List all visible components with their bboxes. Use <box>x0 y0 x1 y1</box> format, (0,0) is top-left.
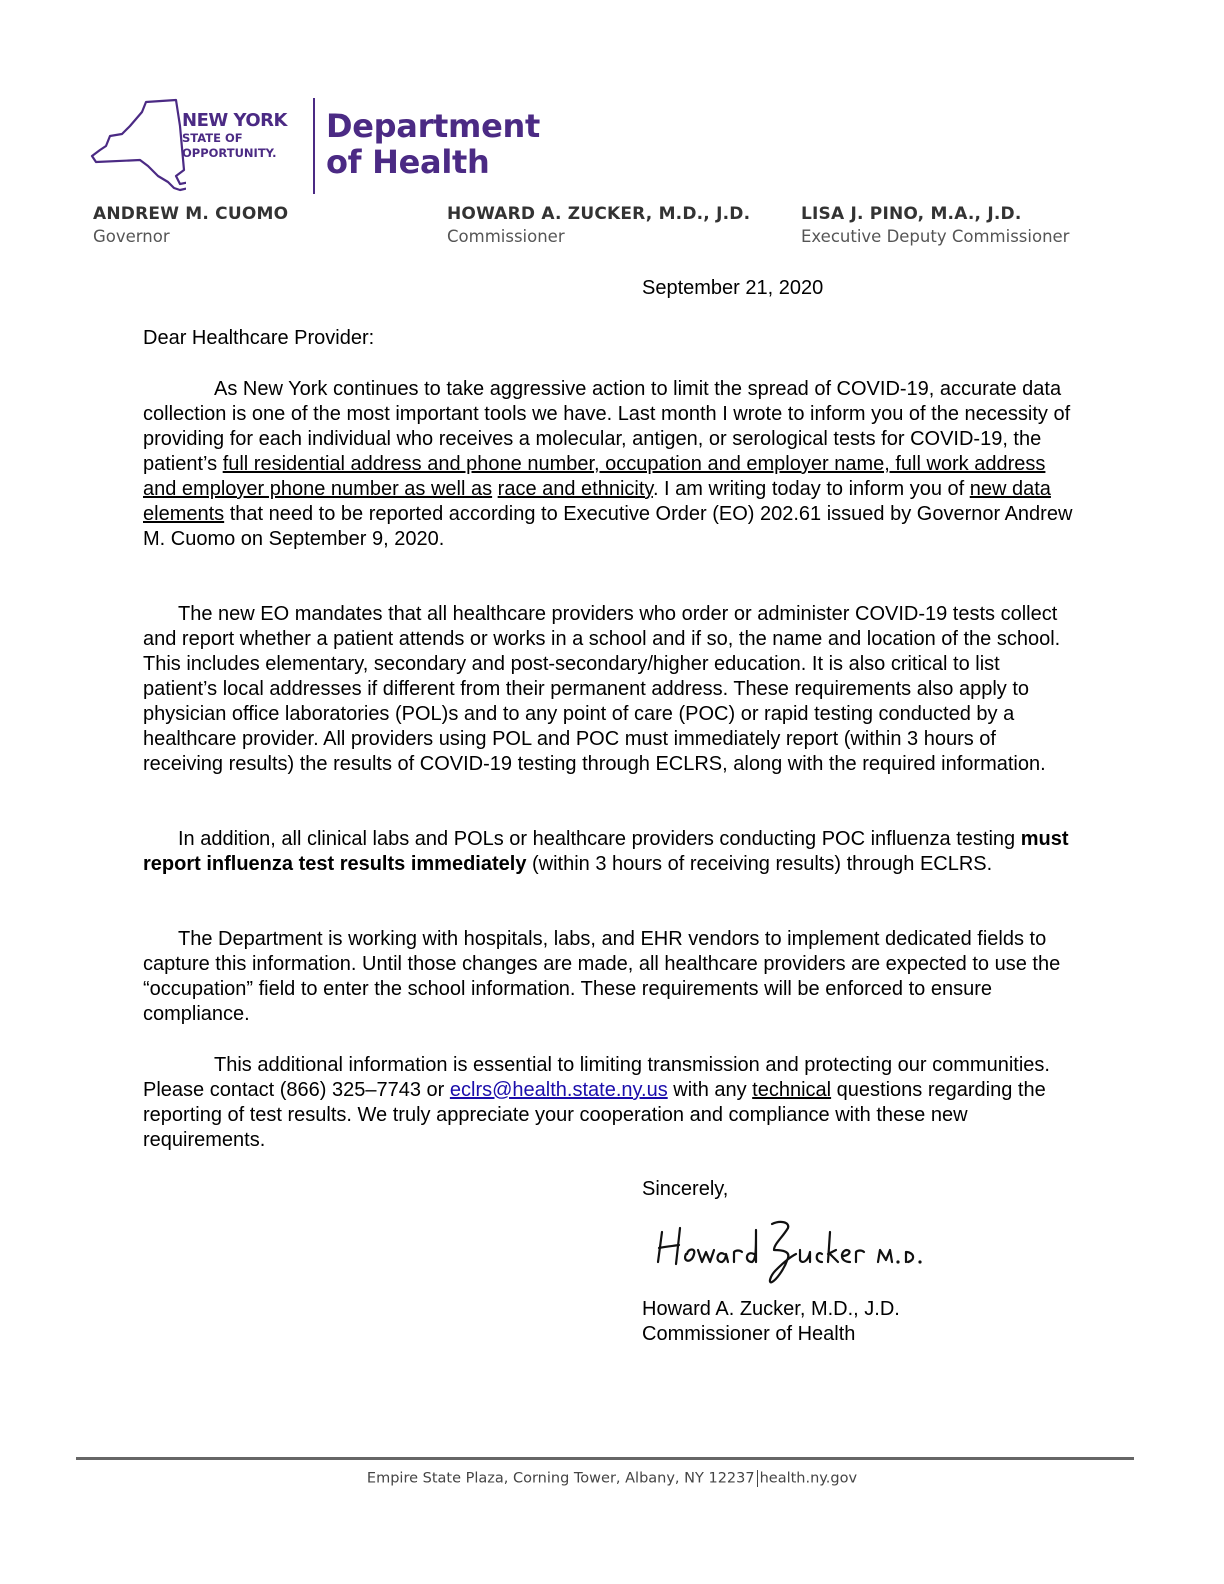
state-brand-line2: STATE OF <box>182 131 243 145</box>
p1-text-a: As New York continues to take aggressive action to limit the spread of COVID-19, accurate data collection is one of the most important tools we have. Last month I wrote to inform you of the necessity of providing for each individual who receives a molecular, antigen, or serological tests for COVID-19, the patient’s <box>143 378 1071 475</box>
letter-date: September 21, 2020 <box>642 277 824 299</box>
official-title: Governor <box>93 227 170 246</box>
p5-text-c: questions regarding the reporting of test results. We truly appreciate your cooperation and compliance with these new requirements. <box>143 1079 1046 1151</box>
p4-text: The Department is working with hospitals, labs, and EHR vendors to implement dedicated fields to capture this information. Until those changes are made, all healthcare providers are expected to use the “occupation” field to enter the school information. These requirements will be enforced to ensure compliance. <box>143 928 1061 1025</box>
paragraph-5 <box>143 1053 1078 1153</box>
new-york-state-outline-icon <box>90 96 186 196</box>
department-name-line2: of Health <box>326 143 490 181</box>
state-brand-title: NEW YORK <box>182 110 287 131</box>
paragraph-2 <box>143 602 1078 777</box>
p5-underline-technical: technical <box>752 1079 832 1101</box>
official-title: Commissioner <box>447 227 565 246</box>
official-name: LISA J. PINO, M.A., J.D. <box>801 204 1022 224</box>
p1-text-d: that need to be reported according to Executive Order (EO) 202.61 issued by Governor Andrew M. Cuomo on September 9, 2020. <box>143 503 1073 550</box>
department-name <box>326 108 540 180</box>
handwritten-signature <box>650 1210 940 1290</box>
salutation: Dear Healthcare Provider: <box>143 327 375 349</box>
official-name: ANDREW M. CUOMO <box>93 204 289 224</box>
p1-underline-race: race and ethnicity <box>497 478 653 500</box>
p5-text-a: This additional information is essential to limiting transmission and protecting our communities. Please contact (866) 325–7743 or <box>143 1054 1050 1101</box>
official-title: Executive Deputy Commissioner <box>801 227 1070 246</box>
p1-underline-address: full residential address and phone number, occupation and employer name, full work address and employer phone number as well as <box>143 453 1046 500</box>
letterhead <box>90 96 650 200</box>
official-name: HOWARD A. ZUCKER, M.D., J.D. <box>447 204 751 224</box>
email-link[interactable]: eclrs@health.state.ny.us <box>449 1079 668 1101</box>
brand-divider <box>313 98 315 194</box>
paragraph-4 <box>143 927 1078 1027</box>
signer-block <box>642 1297 900 1347</box>
official-governor <box>93 202 288 248</box>
footer-website[interactable]: health.ny.gov <box>759 1470 858 1487</box>
p3-text-a: In addition, all clinical labs and POLs or healthcare providers conducting POC influenza testing <box>178 828 1021 850</box>
p3-text-b: (within 3 hours of receiving results) through ECLRS. <box>526 853 993 875</box>
p2-text: The new EO mandates that all healthcare providers who order or administer COVID-19 tests collect and report whether a patient attends or works in a school and if so, the name and location of the school. This includes elementary, secondary and post-secondary/higher education. It is also critical to list patient’s local addresses if different from their permanent address. These requirements also apply to physician office laboratories (POL)s and to any point of care (POC) or rapid testing conducted by a healthcare provider. All providers using POL and POC must immediately report (within 3 hours of receiving results) the results of COVID-19 testing through ECLRS, along with the required information. <box>143 603 1061 775</box>
footer-separator <box>757 1470 758 1487</box>
p5-text-b: with any <box>667 1079 753 1101</box>
state-brand-line3: OPPORTUNITY. <box>182 146 277 160</box>
signer-title: Commissioner of Health <box>642 1323 856 1345</box>
closing: Sincerely, <box>642 1178 729 1200</box>
paragraph-1 <box>143 377 1078 552</box>
official-deputy-commissioner <box>801 202 1069 248</box>
department-name-line1: Department <box>326 107 540 145</box>
paragraph-3 <box>143 827 1078 877</box>
p1-text-c: . I am writing today to inform you of <box>652 478 970 500</box>
signer-name: Howard A. Zucker, M.D., J.D. <box>642 1298 900 1320</box>
footer-address: Empire State Plaza, Corning Tower, Albany, NY 12237 <box>366 1470 755 1487</box>
footer <box>0 1470 1224 1487</box>
footer-rule <box>76 1457 1134 1460</box>
p1-underline-new-data: new data elements <box>143 478 1051 525</box>
state-brand <box>182 112 287 160</box>
official-commissioner <box>447 202 750 248</box>
p3-bold: must report influenza test results immediately <box>143 828 1069 875</box>
